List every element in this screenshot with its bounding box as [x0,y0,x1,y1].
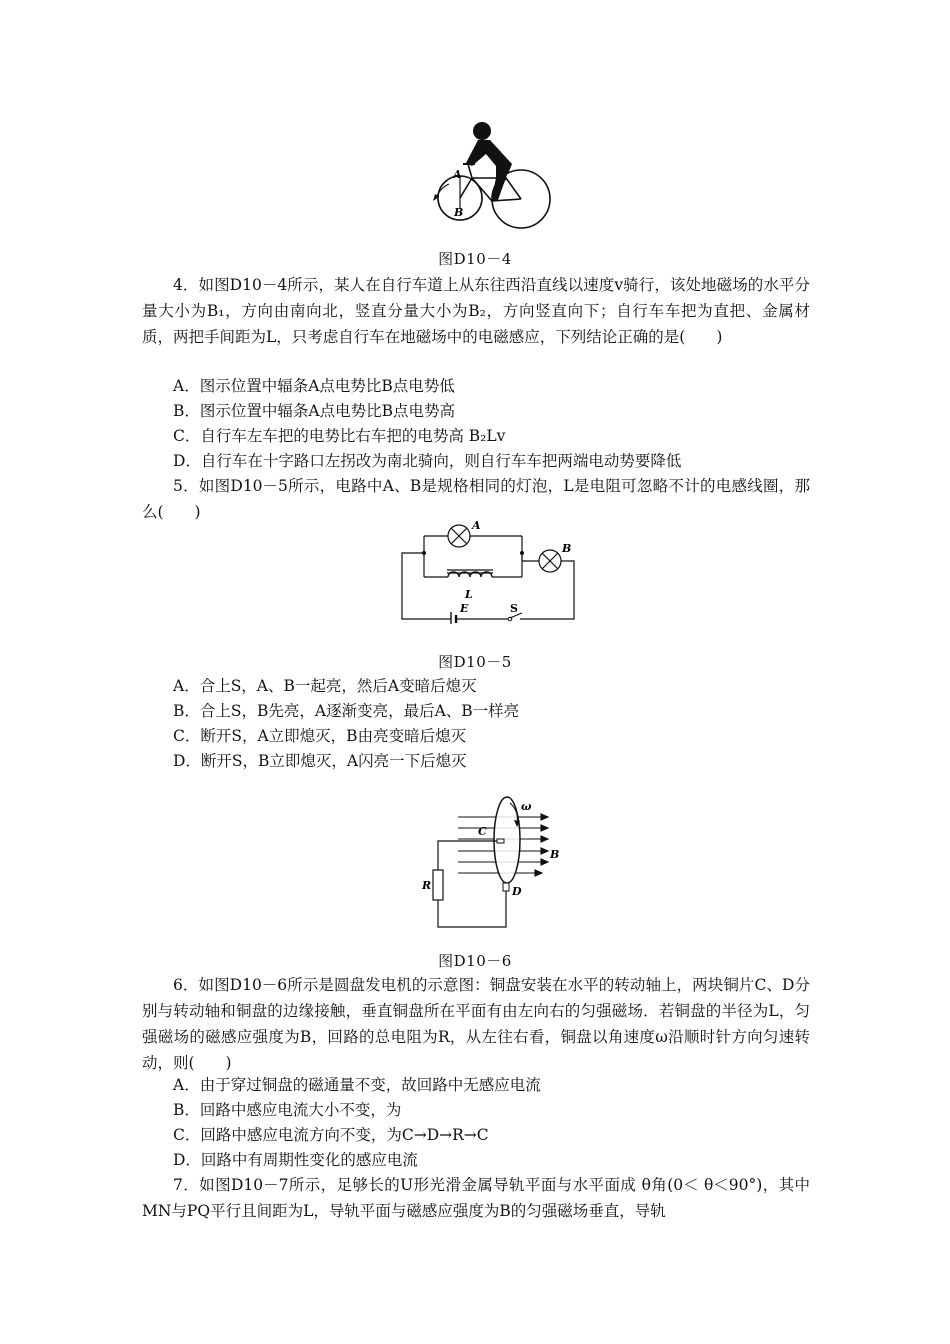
question-6-option-d: D．回路中有周期性变化的感应电流 [173,1151,418,1169]
caption-d10-4: 图D10－4 [438,250,512,268]
rider-head [473,122,491,140]
figure-d10-4-cyclist [420,118,560,230]
question-4-option-a: A．图示位置中辐条A点电势比B点电势低 [173,377,455,395]
question-4-option-d: D．自行车在十字路口左拐改为南北骑向，则自行车车把两端电动势要降低 [173,452,682,470]
label-omega: ω [521,800,532,813]
label-switch-s: S [510,602,518,615]
caption-d10-6: 图D10－6 [438,952,512,970]
question-4-option-b: B．图示位置中辐条A点电势比B点电势高 [173,402,455,420]
question-5-option-c: C．断开S，A立即熄灭，B由亮变暗后熄灭 [173,727,467,745]
figure-d10-5-circuit [398,516,580,624]
label-a: A [453,168,462,181]
label-lamp-b: B [562,542,572,555]
label-c: C [478,825,487,838]
question-5-option-b: B．合上S，B先亮，A逐渐变亮，最后A、B一样亮 [173,702,520,720]
lamp-a [448,525,470,547]
resistor-r [433,870,443,900]
figure-d10-6-disc-generator [420,795,570,940]
caption-d10-5: 图D10－5 [438,653,512,671]
question-7-stem: 7．如图D10－7所示，足够长的U形光滑金属导轨平面与水平面成 θ角(0＜ θ＜90°)，其中MN与PQ平行且间距为L，导轨平面与磁感应强度为B的匀强磁场垂直，导轨 [142,1176,810,1220]
label-d: D [512,885,522,898]
question-6-stem: 6．如图D10－6所示是圆盘发电机的示意图：铜盘安装在水平的转动轴上，两块铜片C、D分别与转动轴和铜盘的边缘接触，垂直铜盘所在平面有由左向右的匀强磁场．若铜盘的半径为L，匀强磁场的磁感应强度为B，回路的总电阻为R，从左往右看，铜盘以角速度ω沿顺时针方向匀速转动，则( ) [142,976,810,1072]
label-field-b: B [550,848,560,861]
lamp-b [539,550,561,572]
question-6-option-a: A．由于穿过铜盘的磁通量不变，故回路中无感应电流 [173,1076,541,1094]
label-r: R [422,879,432,892]
label-b: B [454,206,464,219]
label-inductor-l: L [465,588,473,601]
question-4-option-c: C．自行车左车把的电势比右车把的电势高 B₂Lv [173,427,506,445]
question-5-option-d: D．断开S，B立即熄灭，A闪亮一下后熄灭 [173,752,467,770]
question-6-option-c: C．回路中感应电流方向不变，为C→D→R→C [173,1126,489,1144]
question-5-stem: 5．如图D10－5所示，电路中A、B是规格相同的灯泡，L是电阻可忽略不计的电感线圈，那么( ) [142,477,810,521]
rider-body [466,140,512,174]
question-6-option-b: B．回路中感应电流大小不变，为 [173,1101,402,1119]
label-lamp-a: A [472,519,481,532]
question-4-stem: 4．如图D10－4所示，某人在自行车道上从东往西沿直线以速度v骑行，该处地磁场的水平分量大小为B₁，方向由南向北，竖直分量大小为B₂，方向竖直向下；自行车车把为直把、金属材质，两把手间距为L，只考虑自行车在地磁场中的电磁感应，下列结论正确的是( ) [142,276,810,346]
question-5-option-a: A．合上S，A、B一起亮，然后A变暗后熄灭 [173,677,477,695]
label-battery-e: E [460,602,469,615]
